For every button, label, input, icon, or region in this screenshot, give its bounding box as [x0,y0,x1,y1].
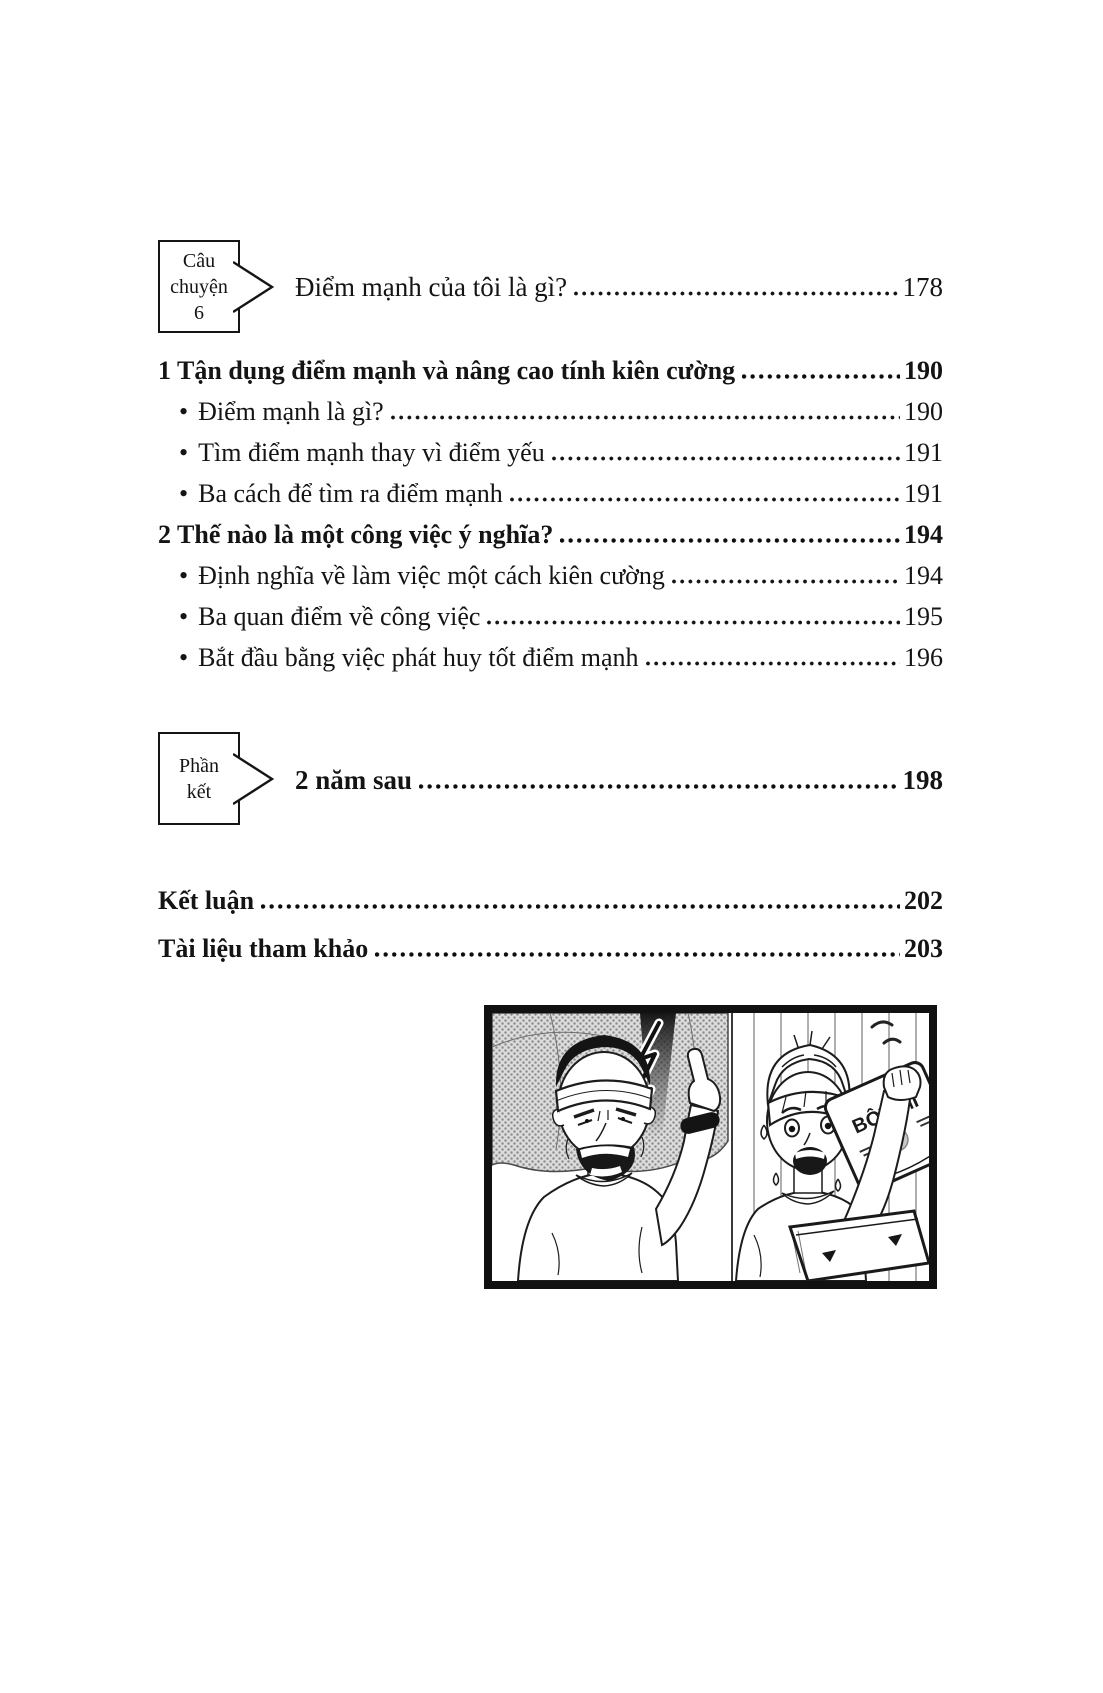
manga-panel-illustration [492,1013,929,1281]
ending-chapter-tag [158,732,240,825]
bullet-icon: • [179,397,189,426]
footer-entry [158,928,943,969]
entry-label: Kết luận [158,886,255,915]
entry-label: Ba cách để tìm ra điểm mạnh [198,479,503,508]
toc-entry [158,391,943,432]
page-number: 198 [902,765,943,795]
page-number: 194 [904,520,943,549]
entry-label: 2 Thế nào là một công việc ý nghĩa? [158,520,554,549]
toc-entry [158,596,943,637]
story-entry [295,267,943,307]
toc-entry [158,350,943,391]
entry-label: Tìm điểm mạnh thay vì điểm yếu [198,438,545,467]
toc-entry [158,637,943,678]
bullet-icon: • [179,438,189,467]
footer-entries [158,880,943,969]
dot-leader [742,374,900,379]
bullet-icon: • [179,643,189,672]
dot-leader [391,415,900,420]
dot-leader [419,784,898,789]
toc-entry [158,473,943,514]
toc-entry [158,432,943,473]
page-number: 194 [904,561,943,590]
entry-label: 2 năm sau [295,765,413,795]
page-number: 191 [904,479,943,508]
dot-leader [375,952,900,957]
ending-entry [295,760,943,800]
dot-leader [487,620,900,625]
entry-label: Bắt đầu bằng việc phát huy tốt điểm mạnh [198,643,639,672]
dot-leader [574,291,898,296]
entry-label: Ba quan điểm về công việc [198,602,481,631]
manga-panel [484,1005,937,1289]
page-number: 190 [904,356,943,385]
tag-pointer-icon [233,753,275,805]
tag-line: chuyện [170,275,228,298]
entry-label: Tài liệu tham khảo [158,934,369,963]
dot-leader [552,456,900,461]
dot-leader [510,497,900,502]
tag-line: 6 [194,301,204,324]
story-chapter-tag [158,240,240,333]
tag-line: kết [186,780,212,803]
toc-entry [158,514,943,555]
page-number: 203 [904,934,943,963]
entry-label: 1 Tận dụng điểm mạnh và nâng cao tính kiên cường [158,356,736,385]
tag-line: Câu [182,249,216,272]
dot-leader [672,579,900,584]
bullet-icon: • [179,479,189,508]
tag-line: Phần [179,754,219,777]
flour-bag-label: BỘT [849,1101,897,1139]
toc-entry [158,555,943,596]
dot-leader [646,661,900,666]
entry-label: Định nghĩa về làm việc một cách kiên cường [198,561,665,590]
tag-pointer-icon [233,261,275,313]
page-number: 202 [904,886,943,915]
bullet-icon: • [179,602,189,631]
page-number: 178 [902,272,943,302]
bullet-icon: • [179,561,189,590]
page-number: 196 [904,643,943,672]
toc-list [158,350,943,678]
page-number: 191 [904,438,943,467]
dot-leader [261,904,900,909]
dot-leader [560,538,900,543]
entry-label: Điểm mạnh của tôi là gì? [295,272,568,302]
footer-entry [158,880,943,921]
page-number: 195 [904,602,943,631]
entry-label: Điểm mạnh là gì? [198,397,384,426]
page-number: 190 [904,397,943,426]
